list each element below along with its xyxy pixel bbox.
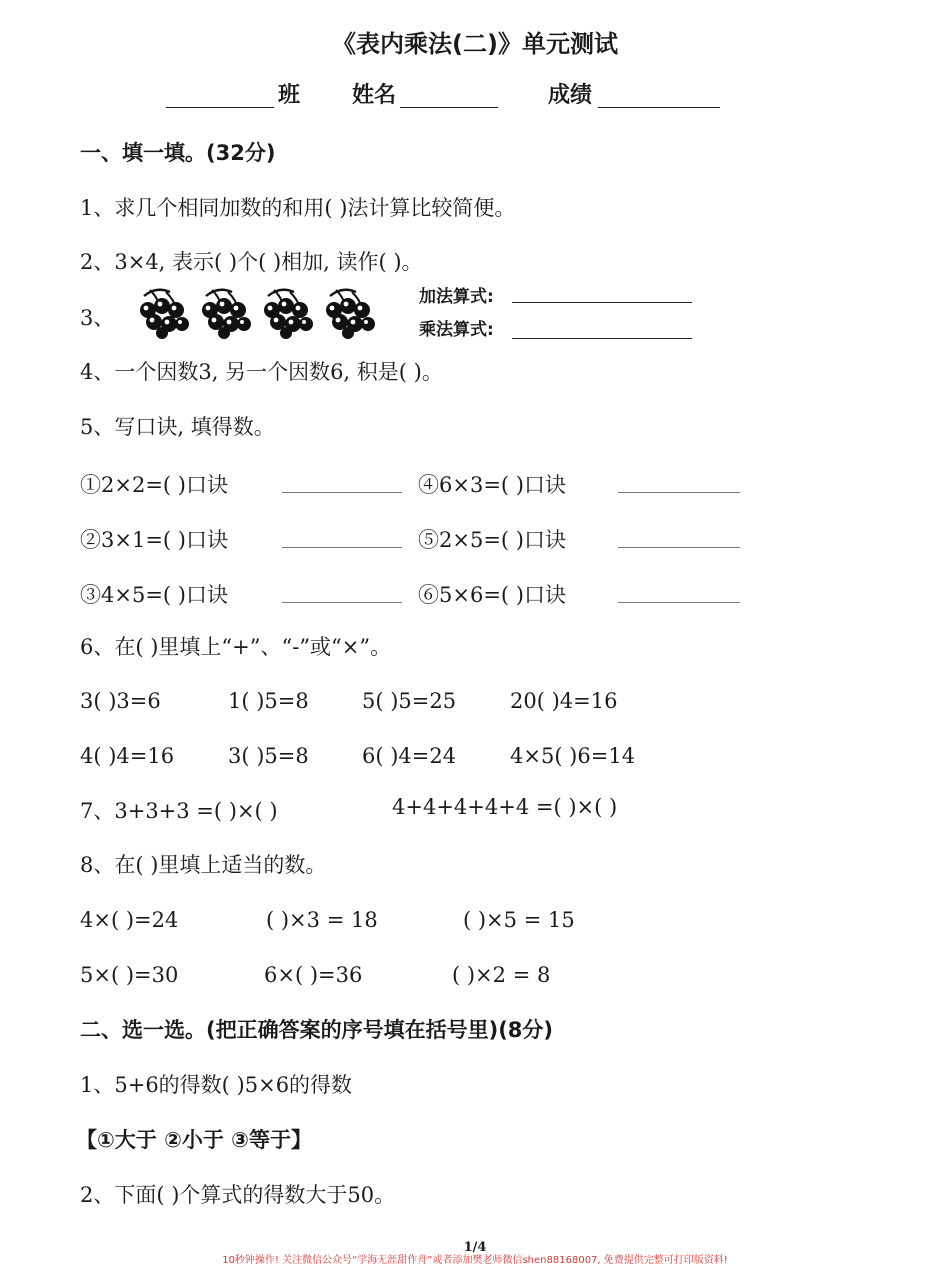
name-label: 姓名 <box>352 83 397 108</box>
page-number: 1/4 <box>463 1240 487 1255</box>
q8-item: ( )×2 = 8 <box>452 963 551 987</box>
addition-blank[interactable] <box>512 301 692 303</box>
q5-item: ⑥5×6=( )口诀 <box>418 583 566 607</box>
cherry-cluster-icon <box>140 290 189 339</box>
question-3-number: 3、 <box>80 306 115 330</box>
multiplication-label: 乘法算式: <box>419 320 494 340</box>
q5-item: ⑤2×5=( )口诀 <box>418 528 566 552</box>
section2-heading: 二、选一选。(把正确答案的序号填在括号里)(8分) <box>80 1018 554 1042</box>
q6-item: 1( )5=8 <box>228 689 309 713</box>
q5-blank[interactable] <box>618 546 740 548</box>
q5-blank[interactable] <box>282 491 402 493</box>
q8-item: ( )×3 = 18 <box>266 908 378 932</box>
section2-question-1: 1、5+6的得数( )5×6的得数 <box>80 1073 353 1097</box>
question-4: 4、一个因数3, 另一个因数6, 积是( )。 <box>80 360 443 384</box>
section2-question-1-options: 【①大于 ②小于 ③等于】 <box>76 1128 312 1152</box>
q5-item: ④6×3=( )口诀 <box>418 473 566 497</box>
q5-item: ①2×2=( )口诀 <box>80 473 228 497</box>
q5-blank[interactable] <box>618 601 740 603</box>
q6-item: 3( )3=6 <box>80 689 161 713</box>
student-info-row <box>166 78 726 112</box>
q6-item: 20( )4=16 <box>510 689 618 713</box>
cherry-cluster-icon <box>264 290 313 339</box>
class-blank[interactable] <box>166 106 274 108</box>
multiplication-blank[interactable] <box>512 337 692 339</box>
question-1: 1、求几个相同加数的和用( )法计算比较简便。 <box>80 196 516 220</box>
q8-item: 4×( )=24 <box>80 908 179 932</box>
name-blank[interactable] <box>400 106 498 108</box>
score-blank[interactable] <box>598 106 720 108</box>
q8-item: 5×( )=30 <box>80 963 179 987</box>
question-6: 6、在( )里填上“+”、“-”或“×”。 <box>80 635 392 659</box>
q6-item: 6( )4=24 <box>362 744 457 768</box>
section1-heading: 一、填一填。(32分) <box>80 141 276 165</box>
cherry-picture <box>136 286 384 340</box>
q6-item: 5( )5=25 <box>362 689 457 713</box>
cherry-cluster-icon <box>202 290 251 339</box>
q6-item: 3( )5=8 <box>228 744 309 768</box>
addition-label: 加法算式: <box>419 287 494 307</box>
q8-item: 6×( )=36 <box>264 963 363 987</box>
section2-question-2: 2、下面( )个算式的得数大于50。 <box>80 1183 396 1207</box>
q5-blank[interactable] <box>282 601 402 603</box>
q5-item: ②3×1=( )口诀 <box>80 528 228 552</box>
promo-footer: 10秒钟操作! 关注微信公众号“学海无涯甜作舟”或者添加樊老师微信shen88168007, 免费提供完整可打印版资料! <box>222 1255 728 1266</box>
class-label: 班 <box>278 83 301 108</box>
cherry-cluster-icon <box>326 290 375 339</box>
q8-item: ( )×5 = 15 <box>463 908 575 932</box>
q6-item: 4( )4=16 <box>80 744 175 768</box>
q6-item: 4×5( )6=14 <box>510 744 636 768</box>
question-5: 5、写口诀, 填得数。 <box>80 415 275 439</box>
question-2: 2、3×4, 表示( )个( )相加, 读作( )。 <box>80 250 423 274</box>
q5-blank[interactable] <box>282 546 402 548</box>
q5-blank[interactable] <box>618 491 740 493</box>
score-label: 成绩 <box>548 83 593 108</box>
page-title: 《表内乘法(二)》单元测试 <box>332 30 618 58</box>
question-7-right: 4+4+4+4+4 =( )×( ) <box>392 795 618 819</box>
question-7-left: 7、3+3+3 =( )×( ) <box>80 799 278 823</box>
q5-item: ③4×5=( )口诀 <box>80 583 228 607</box>
question-8: 8、在( )里填上适当的数。 <box>80 853 327 877</box>
